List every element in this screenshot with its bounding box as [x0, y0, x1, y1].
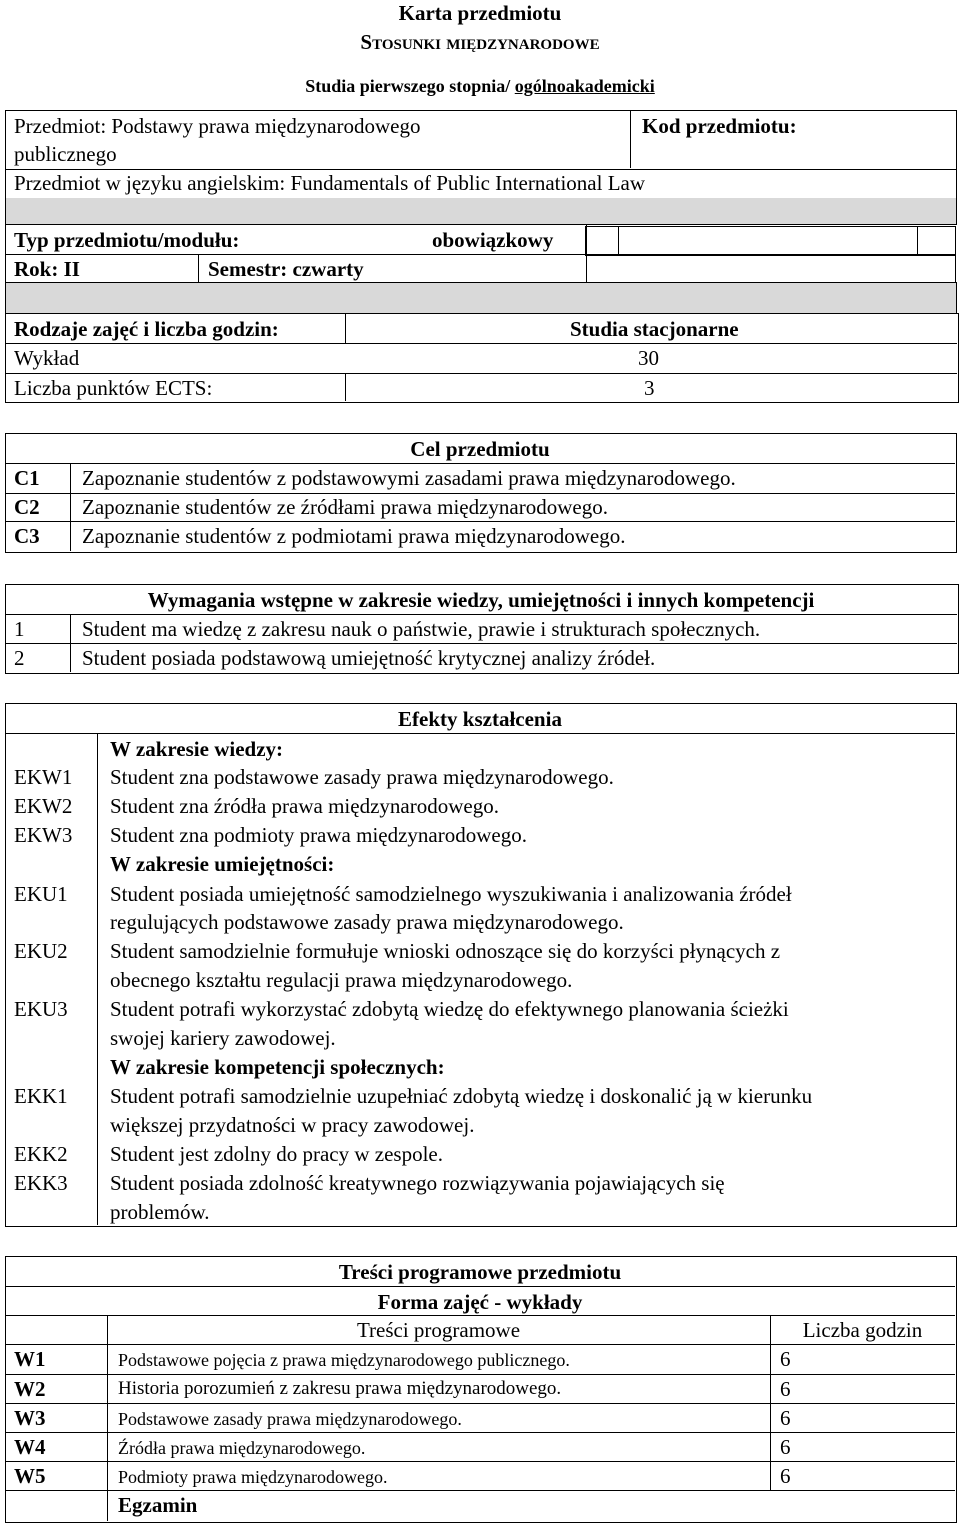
- outcome-text: Student jest zdolny do pracy w zespole.: [110, 1142, 444, 1166]
- divider: [630, 110, 631, 168]
- outcome-text: obecnego kształtu regulacji prawa międzynarodowego.: [110, 968, 573, 992]
- outcome-code: EKK2: [14, 1142, 68, 1166]
- exam-label: Egzamin: [118, 1493, 198, 1517]
- subject-name: Przedmiot: Podstawy prawa międzynarodowego: [14, 114, 421, 138]
- outcome-code: EKU1: [14, 882, 68, 906]
- divider: [5, 733, 955, 734]
- ects-value: 3: [644, 376, 655, 400]
- social-header: W zakresie kompetencji społecznych:: [110, 1055, 445, 1079]
- outcomes-title: Efekty kształcenia: [398, 707, 562, 731]
- outcome-text: Student posiada zdolność kreatywnego rozwiązywania pojawiających się: [110, 1171, 725, 1195]
- divider: [70, 463, 71, 551]
- skills-header: W zakresie umiejętności:: [110, 852, 335, 876]
- study-level: [0, 74, 960, 98]
- content-text: Źródła prawa międzynarodowego.: [118, 1438, 366, 1458]
- content-hours: 6: [780, 1347, 791, 1371]
- content-text: Podstawowe zasady prawa międzynarodowego.: [118, 1409, 462, 1429]
- outcome-text: Student zna źródła prawa międzynarodowego.: [110, 794, 499, 818]
- subject-english: Przedmiot w języku angielskim: Fundamentals of Public International Law: [14, 171, 646, 195]
- outcome-text: Student posiada umiejętność samodzielnego wyszukiwania i analizowania źródeł: [110, 882, 792, 906]
- col-content-header: Treści programowe: [356, 1318, 521, 1342]
- hours-header-label: Rodzaje zajęć i liczba godzin:: [14, 317, 279, 341]
- hours-header-value: Studia stacjonarne: [570, 317, 739, 341]
- content-text: Historia porozumień z zakresu prawa międzynarodowego.: [118, 1378, 562, 1399]
- goal-text: Zapoznanie studentów ze źródłami prawa międzynarodowego.: [82, 495, 608, 519]
- year-label: Rok: II: [14, 257, 80, 281]
- outcome-code: EKW2: [14, 794, 73, 818]
- content-text: Podstawowe pojęcia z prawa międzynarodowego publicznego.: [118, 1350, 570, 1370]
- goal-text: Zapoznanie studentów z podstawowymi zasadami prawa międzynarodowego.: [82, 466, 736, 490]
- outcome-text: Student samodzielnie formułuje wnioski odnoszące się do korzyści płynących z: [110, 939, 781, 963]
- divider: [5, 254, 955, 255]
- gray-separator: [5, 198, 957, 225]
- outcome-text: swojej kariery zawodowej.: [110, 1026, 336, 1050]
- divider: [107, 1315, 108, 1521]
- lecture-label: Wykład: [14, 346, 80, 370]
- content-code: W2: [14, 1377, 46, 1401]
- content-form: Forma zajęć - wykłady: [377, 1290, 583, 1314]
- content-text: Podmioty prawa międzynarodowego.: [118, 1467, 388, 1487]
- divider: [97, 733, 98, 1225]
- outcome-code: EKU3: [14, 997, 68, 1021]
- gray-separator: [5, 282, 957, 314]
- divider: [5, 1344, 955, 1345]
- outcome-text: regulujących podstawowe zasady prawa międzynarodowego.: [110, 910, 624, 934]
- outcome-code: EKK3: [14, 1171, 68, 1195]
- type-value: obowiązkowy: [432, 228, 554, 252]
- divider: [345, 373, 346, 401]
- outcome-code: EKW1: [14, 765, 73, 789]
- type-cell: [617, 226, 918, 256]
- outcome-text: Student zna podmioty prawa międzynarodowego.: [110, 823, 527, 847]
- prereq-text: Student posiada podstawową umiejętność krytycznej analizy źródeł.: [82, 646, 656, 670]
- outcome-code: EKK1: [14, 1084, 68, 1108]
- outcome-text: Student potrafi wykorzystać zdobytą wiedzę do efektywnego planowania ścieżki: [110, 997, 789, 1021]
- knowledge-header: W zakresie wiedzy:: [110, 737, 284, 761]
- outcome-text: Student potrafi samodzielnie uzupełniać zdobytą wiedzę i doskonalić ją w kierunku: [110, 1084, 813, 1108]
- prereq-text: Student ma wiedzę z zakresu nauk o państwie, prawie i strukturach społecznych.: [82, 617, 761, 641]
- type-label: Typ przedmiotu/modułu:: [14, 228, 240, 252]
- semester-label: Semestr: czwarty: [208, 257, 364, 281]
- divider: [198, 254, 199, 282]
- outcome-text: Student zna podstawowe zasady prawa międzynarodowego.: [110, 765, 614, 789]
- outcome-text: większej przydatności w pracy zawodowej.: [110, 1113, 475, 1137]
- content-hours: 6: [780, 1406, 791, 1430]
- goal-code: C2: [14, 495, 40, 519]
- prereq-title: Wymagania wstępne w zakresie wiedzy, umiejętności i innych kompetencji: [147, 588, 815, 612]
- goal-text: Zapoznanie studentów z podmiotami prawa międzynarodowego.: [82, 524, 626, 548]
- page-title: Karta przedmiotu: [398, 1, 562, 25]
- divider: [5, 1286, 955, 1287]
- outcome-code: EKW3: [14, 823, 73, 847]
- content-code: W5: [14, 1464, 46, 1488]
- outcome-code: EKU2: [14, 939, 68, 963]
- type-cell: [585, 226, 619, 256]
- subject-name-cont: publicznego: [14, 142, 117, 166]
- content-hours: 6: [780, 1435, 791, 1459]
- divider: [5, 1403, 955, 1404]
- divider: [955, 254, 956, 282]
- content-code: W3: [14, 1406, 46, 1430]
- type-cell: [917, 226, 956, 256]
- col-hours-header: Liczba godzin: [802, 1318, 923, 1342]
- goals-title: Cel przedmiotu: [410, 437, 550, 461]
- ects-label: Liczba punktów ECTS:: [14, 376, 213, 400]
- study-profile: ogólnoakademicki: [514, 76, 655, 96]
- content-hours: 6: [780, 1464, 791, 1488]
- content-code: W1: [14, 1347, 46, 1371]
- goal-code: C3: [14, 524, 40, 548]
- page-subtitle: Stosunki międzynarodowe: [360, 30, 600, 54]
- goal-code: C1: [14, 466, 40, 490]
- content-title: Treści programowe przedmiotu: [338, 1260, 622, 1284]
- divider: [5, 343, 957, 344]
- study-level-text: Studia pierwszego stopnia/: [305, 76, 511, 96]
- content-code: W4: [14, 1435, 46, 1459]
- divider: [345, 313, 346, 343]
- lecture-value: 30: [638, 346, 659, 370]
- content-hours: 6: [780, 1377, 791, 1401]
- outcome-text: problemów.: [110, 1200, 210, 1224]
- prereq-code: 1: [14, 617, 25, 641]
- subject-code-label: Kod przedmiotu:: [642, 114, 797, 138]
- prereq-code: 2: [14, 646, 25, 670]
